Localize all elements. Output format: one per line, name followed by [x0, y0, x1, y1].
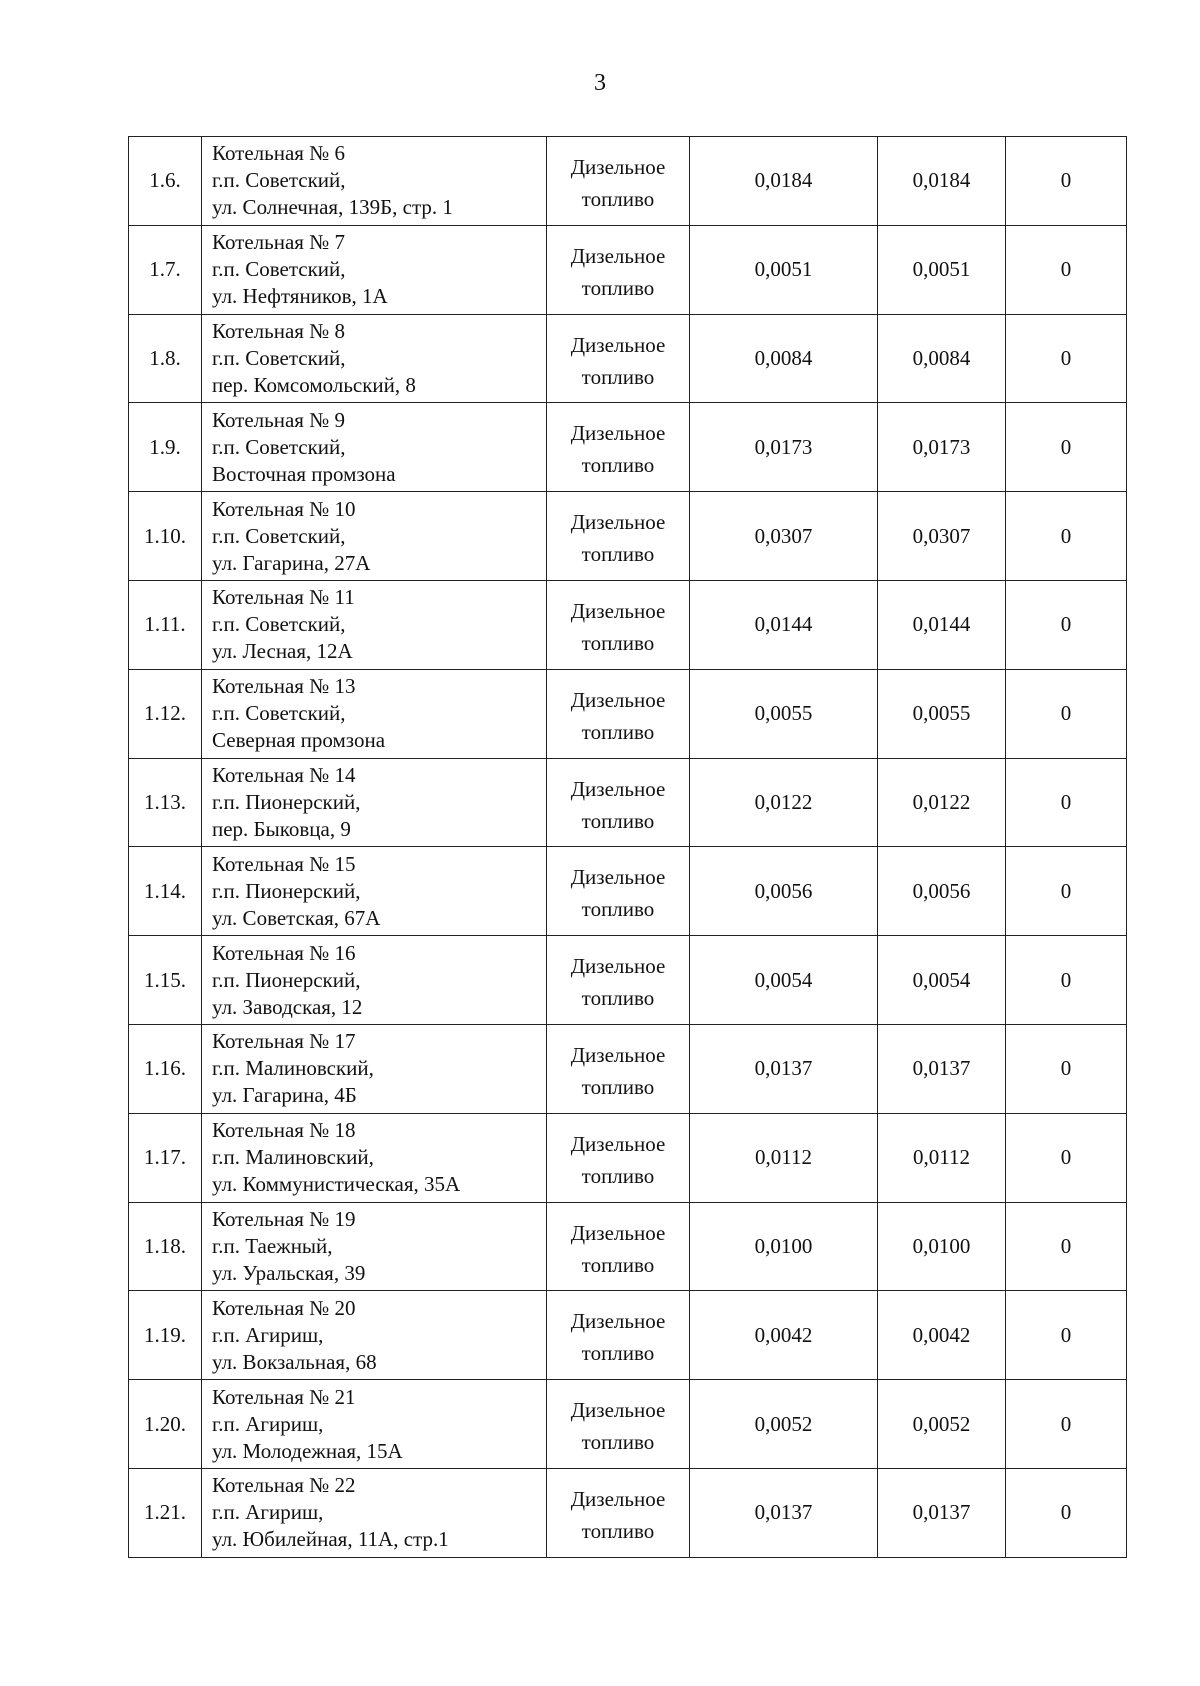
value-cell-1 [690, 403, 878, 492]
boiler-street: ул. Заводская, 12 [212, 994, 363, 1019]
value-2: 0,0137 [912, 1056, 971, 1081]
boiler-name: Котельная № 14 [212, 762, 356, 787]
row-number: 1.9. [149, 434, 181, 459]
row-number: 1.11. [144, 612, 186, 637]
boiler-name: Котельная № 17 [212, 1029, 356, 1054]
value-cell-2 [878, 1380, 1006, 1469]
value-1: 0,0100 [754, 1233, 813, 1258]
boiler-address-cell [202, 1468, 547, 1557]
fuel-type-cell [547, 1024, 690, 1113]
boiler-address-cell [202, 1113, 547, 1202]
fuel-type-cell [547, 225, 690, 314]
value-cell-2 [878, 669, 1006, 758]
boiler-address-cell [202, 758, 547, 847]
value-cell-1 [690, 580, 878, 669]
row-number-cell [129, 137, 202, 226]
value-1: 0,0052 [754, 1411, 813, 1436]
fuel-type-cell [547, 1291, 690, 1380]
value-1: 0,0307 [754, 523, 813, 548]
fuel-type-line2: топливо [581, 719, 655, 744]
row-number: 1.19. [144, 1322, 186, 1347]
row-number-cell [129, 1380, 202, 1469]
fuel-type-line1: Дизельное [570, 687, 666, 712]
boiler-name: Котельная № 10 [212, 496, 356, 521]
boiler-town: г.п. Советский, [212, 612, 346, 637]
value-cell-3 [1006, 314, 1127, 403]
value-cell-1 [690, 1024, 878, 1113]
value-cell-3 [1006, 1113, 1127, 1202]
value-cell-3 [1006, 225, 1127, 314]
value-1: 0,0184 [754, 168, 813, 193]
boiler-street: ул. Гагарина, 27А [212, 550, 371, 575]
boiler-address-cell [202, 936, 547, 1025]
value-cell-3 [1006, 1380, 1127, 1469]
boiler-town: г.п. Советский, [212, 345, 346, 370]
page-number: 3 [594, 70, 606, 96]
table-row [129, 1468, 1127, 1557]
value-cell-3 [1006, 1202, 1127, 1291]
boiler-name: Котельная № 6 [212, 141, 345, 166]
value-cell-2 [878, 314, 1006, 403]
value-cell-1 [690, 847, 878, 936]
table-row [129, 936, 1127, 1025]
value-cell-3 [1006, 580, 1127, 669]
boiler-name: Котельная № 9 [212, 407, 345, 432]
value-3: 0 [1060, 523, 1072, 548]
row-number-cell [129, 1291, 202, 1380]
value-cell-2 [878, 847, 1006, 936]
boiler-name: Котельная № 20 [212, 1295, 356, 1320]
value-cell-3 [1006, 1468, 1127, 1557]
value-2: 0,0100 [912, 1233, 971, 1258]
value-cell-3 [1006, 1291, 1127, 1380]
fuel-type-cell [547, 137, 690, 226]
value-3: 0 [1060, 612, 1072, 637]
row-number-cell [129, 847, 202, 936]
value-cell-3 [1006, 403, 1127, 492]
value-cell-3 [1006, 847, 1127, 936]
value-cell-3 [1006, 137, 1127, 226]
fuel-type-cell [547, 403, 690, 492]
boiler-address-cell [202, 1291, 547, 1380]
row-number: 1.21. [144, 1500, 186, 1525]
boiler-address-cell [202, 225, 547, 314]
fuel-type-line1: Дизельное [570, 332, 666, 357]
value-cell-1 [690, 1291, 878, 1380]
value-cell-3 [1006, 1024, 1127, 1113]
boiler-town: г.п. Советский, [212, 523, 346, 548]
fuel-type-line1: Дизельное [570, 1131, 666, 1156]
fuel-type-line1: Дизельное [570, 243, 666, 268]
boiler-street: пер. Комсомольский, 8 [212, 372, 416, 397]
boiler-town: г.п. Малиновский, [212, 1056, 374, 1081]
fuel-type-cell [547, 847, 690, 936]
value-cell-2 [878, 492, 1006, 581]
fuel-type-line1: Дизельное [570, 1398, 666, 1423]
value-3: 0 [1060, 1233, 1072, 1258]
boiler-name: Котельная № 22 [212, 1473, 356, 1498]
row-number: 1.6. [149, 168, 181, 193]
value-2: 0,0042 [912, 1322, 971, 1347]
value-2: 0,0054 [912, 967, 971, 992]
fuel-type-line1: Дизельное [570, 598, 666, 623]
boiler-street: ул. Советская, 67А [212, 905, 381, 930]
row-number: 1.12. [144, 701, 186, 726]
boiler-name: Котельная № 19 [212, 1206, 356, 1231]
boiler-address-cell [202, 403, 547, 492]
boiler-town: г.п. Агириш, [212, 1500, 324, 1525]
table-row [129, 1202, 1127, 1291]
value-1: 0,0054 [754, 967, 813, 992]
fuel-type-cell [547, 580, 690, 669]
fuel-type-line1: Дизельное [570, 1042, 666, 1067]
boiler-address-cell [202, 1202, 547, 1291]
value-2: 0,0184 [912, 168, 971, 193]
value-cell-2 [878, 1291, 1006, 1380]
boiler-street: ул. Уральская, 39 [212, 1260, 366, 1285]
value-3: 0 [1060, 434, 1072, 459]
row-number: 1.16. [144, 1056, 186, 1081]
value-2: 0,0052 [912, 1411, 971, 1436]
row-number: 1.15. [144, 967, 186, 992]
value-3: 0 [1060, 789, 1072, 814]
value-cell-2 [878, 1113, 1006, 1202]
boiler-street: ул. Лесная, 12А [212, 639, 353, 664]
boiler-name: Котельная № 16 [212, 940, 356, 965]
value-cell-2 [878, 580, 1006, 669]
table-row [129, 1024, 1127, 1113]
fuel-type-cell [547, 669, 690, 758]
boiler-name: Котельная № 8 [212, 318, 345, 343]
boiler-street: ул. Гагарина, 4Б [212, 1083, 357, 1108]
boiler-address-cell [202, 314, 547, 403]
boiler-address-cell [202, 580, 547, 669]
fuel-type-line2: топливо [581, 364, 655, 389]
row-number: 1.13. [144, 789, 186, 814]
value-cell-3 [1006, 669, 1127, 758]
row-number-cell [129, 580, 202, 669]
value-2: 0,0137 [912, 1500, 971, 1525]
boiler-street: Северная промзона [212, 728, 386, 753]
value-cell-3 [1006, 492, 1127, 581]
value-cell-1 [690, 1113, 878, 1202]
table-row [129, 1291, 1127, 1380]
boiler-name: Котельная № 15 [212, 851, 356, 876]
fuel-type-line1: Дизельное [570, 155, 666, 179]
value-cell-1 [690, 1202, 878, 1291]
fuel-type-line2: топливо [581, 187, 655, 211]
value-1: 0,0084 [754, 345, 813, 370]
value-3: 0 [1060, 257, 1072, 282]
value-cell-2 [878, 403, 1006, 492]
fuel-type-line2: топливо [581, 1341, 655, 1366]
value-cell-2 [878, 225, 1006, 314]
boiler-town: г.п. Агириш, [212, 1322, 324, 1347]
value-2: 0,0112 [913, 1145, 970, 1170]
boiler-name: Котельная № 11 [212, 585, 355, 610]
boiler-name: Котельная № 18 [212, 1118, 356, 1143]
boiler-address-cell [202, 1024, 547, 1113]
value-2: 0,0051 [912, 257, 971, 282]
boiler-town: г.п. Пионерский, [212, 967, 361, 992]
boiler-street: ул. Солнечная, 139Б, стр. 1 [212, 195, 453, 220]
value-cell-1 [690, 1380, 878, 1469]
fuel-type-line1: Дизельное [570, 1309, 666, 1334]
table-row [129, 492, 1127, 581]
boiler-town: г.п. Советский, [212, 257, 346, 282]
value-cell-2 [878, 758, 1006, 847]
value-cell-3 [1006, 758, 1127, 847]
value-1: 0,0051 [754, 257, 813, 282]
boiler-street: ул. Вокзальная, 68 [212, 1349, 377, 1374]
value-3: 0 [1060, 1500, 1072, 1525]
table-row [129, 1113, 1127, 1202]
value-3: 0 [1060, 967, 1072, 992]
fuel-type-line1: Дизельное [570, 1486, 666, 1511]
fuel-type-line2: топливо [581, 1518, 655, 1543]
value-cell-3 [1006, 936, 1127, 1025]
table-row [129, 403, 1127, 492]
boiler-address-cell [202, 1380, 547, 1469]
fuel-type-cell [547, 1113, 690, 1202]
value-cell-1 [690, 936, 878, 1025]
row-number-cell [129, 225, 202, 314]
value-1: 0,0042 [754, 1322, 813, 1347]
fuel-type-line2: топливо [581, 630, 655, 655]
value-cell-1 [690, 137, 878, 226]
fuel-type-line2: топливо [581, 1430, 655, 1455]
value-1: 0,0055 [754, 701, 813, 726]
row-number: 1.20. [144, 1411, 186, 1436]
value-3: 0 [1060, 1322, 1072, 1347]
boiler-town: г.п. Пионерский, [212, 878, 361, 903]
value-cell-2 [878, 1468, 1006, 1557]
value-cell-2 [878, 1202, 1006, 1291]
row-number: 1.10. [144, 523, 186, 548]
boiler-town: г.п. Советский, [212, 168, 346, 193]
fuel-reserve-table [128, 136, 1127, 1558]
value-cell-1 [690, 492, 878, 581]
value-2: 0,0055 [912, 701, 971, 726]
fuel-type-line1: Дизельное [570, 776, 666, 801]
value-3: 0 [1060, 168, 1072, 193]
table-row [129, 847, 1127, 936]
value-2: 0,0144 [912, 612, 971, 637]
value-cell-2 [878, 137, 1006, 226]
value-2: 0,0307 [912, 523, 971, 548]
table-row [129, 314, 1127, 403]
value-3: 0 [1060, 1145, 1072, 1170]
row-number-cell [129, 936, 202, 1025]
boiler-address-cell [202, 137, 547, 226]
fuel-type-line2: топливо [581, 1252, 655, 1277]
boiler-name: Котельная № 7 [212, 230, 345, 255]
boiler-name: Котельная № 21 [212, 1384, 356, 1409]
value-1: 0,0122 [754, 789, 813, 814]
fuel-type-line2: топливо [581, 1163, 655, 1188]
fuel-type-line1: Дизельное [570, 954, 666, 979]
fuel-type-cell [547, 492, 690, 581]
row-number-cell [129, 1024, 202, 1113]
value-3: 0 [1060, 1056, 1072, 1081]
row-number-cell [129, 492, 202, 581]
value-2: 0,0084 [912, 345, 971, 370]
boiler-street: пер. Быковца, 9 [212, 816, 351, 841]
value-cell-1 [690, 669, 878, 758]
fuel-type-line2: топливо [581, 453, 655, 478]
value-2: 0,0122 [912, 789, 971, 814]
value-2: 0,0056 [912, 878, 971, 903]
value-1: 0,0173 [754, 434, 813, 459]
fuel-type-line1: Дизельное [570, 1220, 666, 1245]
table-row [129, 669, 1127, 758]
fuel-type-line2: топливо [581, 986, 655, 1011]
value-cell-2 [878, 936, 1006, 1025]
boiler-street: ул. Юбилейная, 11А, стр.1 [212, 1527, 449, 1552]
fuel-type-cell [547, 314, 690, 403]
table-body [129, 137, 1127, 1558]
table-row [129, 1380, 1127, 1469]
fuel-type-cell [547, 936, 690, 1025]
value-1: 0,0112 [755, 1145, 812, 1170]
boiler-name: Котельная № 13 [212, 674, 356, 699]
row-number-cell [129, 758, 202, 847]
fuel-type-cell [547, 1468, 690, 1557]
fuel-type-line1: Дизельное [570, 865, 666, 890]
table-row [129, 758, 1127, 847]
value-2: 0,0173 [912, 434, 971, 459]
boiler-town: г.п. Пионерский, [212, 789, 361, 814]
value-1: 0,0144 [754, 612, 813, 637]
row-number-cell [129, 669, 202, 758]
fuel-type-line2: топливо [581, 897, 655, 922]
value-3: 0 [1060, 701, 1072, 726]
row-number: 1.14. [144, 878, 186, 903]
fuel-type-line2: топливо [581, 275, 655, 300]
row-number: 1.7. [149, 257, 181, 282]
value-cell-1 [690, 1468, 878, 1557]
fuel-type-cell [547, 758, 690, 847]
value-cell-1 [690, 758, 878, 847]
boiler-town: г.п. Советский, [212, 434, 346, 459]
row-number: 1.8. [149, 345, 181, 370]
value-cell-1 [690, 225, 878, 314]
value-3: 0 [1060, 345, 1072, 370]
boiler-address-cell [202, 669, 547, 758]
fuel-type-line2: топливо [581, 542, 655, 567]
value-1: 0,0137 [754, 1500, 813, 1525]
boiler-address-cell [202, 492, 547, 581]
value-1: 0,0056 [754, 878, 813, 903]
row-number: 1.17. [144, 1145, 186, 1170]
table-row [129, 137, 1127, 226]
row-number: 1.18. [144, 1233, 186, 1258]
boiler-street: ул. Молодежная, 15А [212, 1438, 403, 1463]
boiler-street: ул. Коммунистическая, 35А [212, 1172, 461, 1197]
value-3: 0 [1060, 1411, 1072, 1436]
fuel-type-line1: Дизельное [570, 510, 666, 535]
fuel-type-line2: топливо [581, 808, 655, 833]
boiler-town: г.п. Малиновский, [212, 1145, 374, 1170]
boiler-address-cell [202, 847, 547, 936]
fuel-type-line2: топливо [581, 1074, 655, 1099]
fuel-type-cell [547, 1202, 690, 1291]
value-1: 0,0137 [754, 1056, 813, 1081]
row-number-cell [129, 314, 202, 403]
row-number-cell [129, 1468, 202, 1557]
boiler-town: г.п. Таежный, [212, 1233, 333, 1258]
boiler-street: ул. Нефтяников, 1А [212, 284, 388, 309]
row-number-cell [129, 403, 202, 492]
table-row [129, 580, 1127, 669]
row-number-cell [129, 1202, 202, 1291]
table-row [129, 225, 1127, 314]
value-cell-1 [690, 314, 878, 403]
fuel-type-line1: Дизельное [570, 421, 666, 446]
row-number-cell [129, 1113, 202, 1202]
boiler-street: Восточная промзона [212, 461, 396, 486]
boiler-town: г.п. Советский, [212, 701, 346, 726]
boiler-town: г.п. Агириш, [212, 1411, 324, 1436]
fuel-type-cell [547, 1380, 690, 1469]
value-3: 0 [1060, 878, 1072, 903]
value-cell-2 [878, 1024, 1006, 1113]
